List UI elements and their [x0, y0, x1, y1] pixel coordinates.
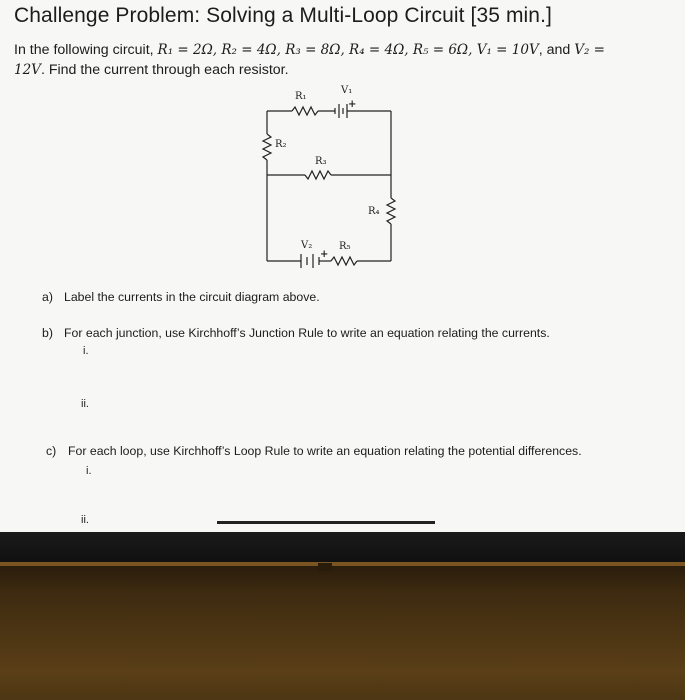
problem-v2: V₂ = [574, 42, 605, 58]
question-b-text: For each junction, use Kirchhoff’s Junction Rule to write an equation relating the currents. [64, 326, 550, 340]
r2-label: R₂ [275, 139, 287, 150]
question-b-sub-i: i. [83, 345, 89, 357]
r1-resistor [292, 107, 318, 115]
problem-statement [14, 40, 654, 80]
desk-notch [318, 563, 332, 571]
question-c-sub-ii: ii. [81, 514, 89, 526]
v1-label: V₁ [341, 85, 353, 96]
r5-resistor [331, 257, 357, 265]
question-c-label: c) [46, 444, 57, 458]
question-b [42, 326, 550, 340]
r1-label: R₁ [295, 91, 307, 102]
v2-plus: + [320, 249, 329, 260]
problem-v2-value: 12V [14, 62, 41, 78]
page-title: Challenge Problem: Solving a Multi-Loop Circuit [35 min.] [14, 4, 552, 27]
problem-intro: In the following circuit, [14, 42, 158, 58]
r3-label: R₃ [315, 156, 327, 167]
v2-battery [301, 254, 319, 268]
problem-values: R₁ = 2Ω, R₂ = 4Ω, R₃ = 8Ω, R₄ = 4Ω, R₅ = 6Ω, V₁ = 10V [157, 42, 539, 58]
question-c [46, 444, 582, 458]
desk-edge [0, 562, 685, 566]
question-a-label: a) [42, 290, 53, 304]
r4-resistor [387, 198, 395, 224]
v1-plus: + [348, 99, 357, 110]
v1-battery [335, 104, 347, 118]
r2-resistor [263, 134, 271, 160]
problem-task: . Find the current through each resistor. [40, 62, 289, 78]
circuit-diagram [255, 80, 405, 280]
problem-and: , and [538, 42, 575, 58]
r3-resistor [305, 171, 331, 179]
desk-surface [0, 532, 685, 700]
question-c-text: For each loop, use Kirchhoff’s Loop Rule to write an equation relating the potential differences. [68, 444, 582, 458]
v2-label: V₂ [301, 240, 313, 251]
question-a [42, 290, 320, 304]
question-a-text: Label the currents in the circuit diagram above. [64, 290, 320, 304]
r4-label: R₄ [368, 206, 380, 217]
answer-line [217, 521, 435, 524]
question-c-sub-i: i. [86, 465, 92, 477]
question-b-sub-ii: ii. [81, 398, 89, 410]
question-b-label: b) [42, 326, 53, 340]
r5-label: R₅ [339, 241, 351, 252]
